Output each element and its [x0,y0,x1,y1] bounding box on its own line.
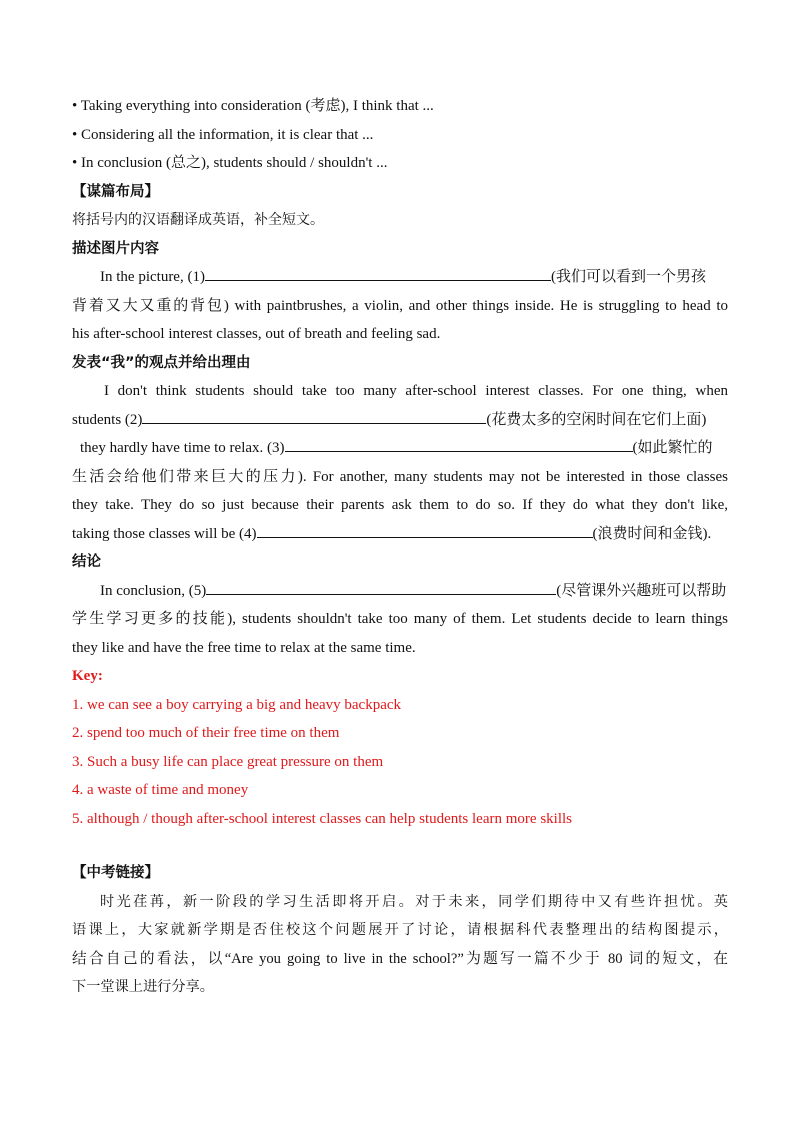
paragraph-line [72,520,728,549]
text-segment: In the picture, (1) [100,269,205,285]
key-label: Key: [72,668,103,684]
key-answer: 5. although / though after-school interest classes can help students learn more skills [72,810,572,827]
paragraph-line: 语课上，大家就新学期是否住校这个问题展开了讨论，请根据科代表整理出的结构图提示， [72,922,728,938]
tip-line: • In conclusion (总之), students should / shouldn't ... [72,155,388,171]
text-segment: students (2) [72,411,143,428]
paragraph-line: 学生学习更多的技能), students shouldn't take too many of them. Let students decide to learn things [72,611,728,627]
key-answer: 2. spend too much of their free time on them [72,725,340,741]
text-segment: (浪费时间和金钱). [592,525,712,542]
section-spacer [72,833,728,859]
instruction-text: 将括号内的汉语翻译成英语，补全短文。 [72,212,324,228]
subheading-opinion: 发表“我”的观点并给出理由 [72,354,251,371]
text-segment: (如此繁忙的 [632,440,713,456]
tip-line: • Considering all the information, it is clear that ... [72,126,374,143]
paragraph-line: I don't think students should take too many after-school interest classes. For one thing, when [104,383,728,399]
text-segment: taking those classes will be (4) [72,525,257,542]
text-segment: they hardly have time to relax. (3) [80,440,285,456]
paragraph-line [72,434,728,463]
paragraph-line: they take. They do so just because their parents ask them to do so. If they do what they don't like, [72,497,728,513]
answer-blank-4 [257,523,593,538]
answer-blank-3 [285,437,633,452]
text-segment: (尽管课外兴趣班可以帮助 [556,582,727,599]
subheading-describe: 描述图片内容 [72,240,159,257]
key-answer: 1. we can see a boy carrying a big and heavy backpack [72,696,402,713]
paragraph-line: 时光荏苒，新一阶段的学习生活即将开启。对于未来，同学们期待中又有些许担忧。英 [100,893,728,910]
section-title-layout: 【谋篇布局】 [72,183,159,200]
answer-blank-2 [142,409,486,424]
paragraph-line: his after-school interest classes, out of breath and feeling sad. [72,326,441,342]
text-segment: (我们可以看到一个男孩 [550,269,706,285]
subheading-conclusion: 结论 [72,554,101,570]
paragraph-line: 结合自己的看法，以“Are you going to live in the school?”为题写一篇不少于 80 词的短文，在 [72,950,728,967]
paragraph-line: 背着又大又重的背包) with paintbrushes, a violin, and other things inside. He is struggling to head to [72,297,728,314]
worksheet-page [72,92,728,1002]
text-segment: In conclusion, (5) [100,582,207,599]
paragraph-line: 生活会给他们带来巨大的压力). For another, many students may not be interested in those classes [72,468,728,485]
paragraph-line: 下一堂课上进行分享。 [72,979,214,995]
paragraph-line [72,577,728,606]
paragraph-line: they like and have the free time to relax at the same time. [72,639,416,656]
section-title-exam-link: 【中考链接】 [72,865,159,881]
paragraph-line [72,406,728,435]
tip-line: • Taking everything into consideration (考虑), I think that ... [72,98,434,114]
answer-blank-5 [206,580,556,595]
key-answer: 4. a waste of time and money [72,782,249,798]
paragraph-line [72,263,728,292]
answer-blank-1 [205,266,551,281]
key-answer: 3. Such a busy life can place great pressure on them [72,753,384,770]
text-segment: (花费太多的空闲时间在它们上面) [486,411,707,428]
